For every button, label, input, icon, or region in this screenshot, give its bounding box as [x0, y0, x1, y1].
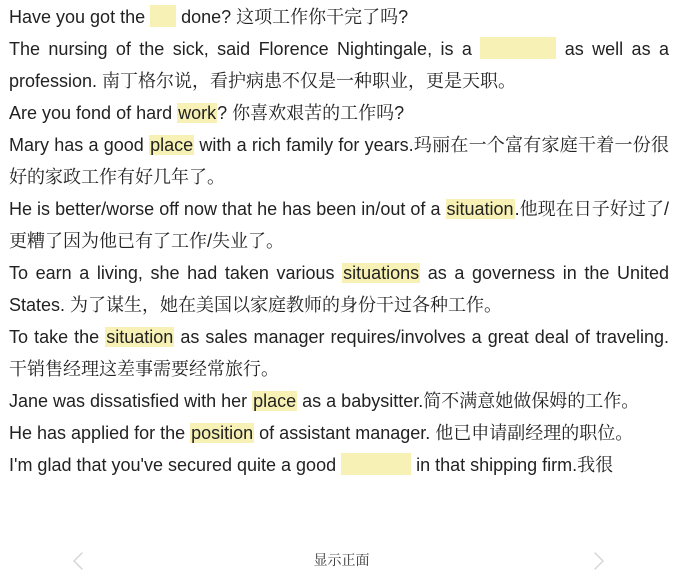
next-card-button[interactable]	[587, 546, 611, 576]
sentence-4: Mary has a good place with a rich family for years.玛丽在一个富有家庭干着一份很好的家政工作有好几年了。	[9, 135, 670, 187]
sentence-9: He has applied for the position of assistant manager. 他已申请副经理的职位。	[9, 423, 634, 443]
cloze-blank	[341, 453, 411, 475]
cloze-blank	[150, 5, 176, 27]
cloze-blank	[480, 37, 556, 59]
highlighted-word: situations	[343, 263, 420, 283]
sentence-10: I'm glad that you've secured quite a good in that shipping firm.我很	[9, 455, 614, 475]
sentence-7: To take the situation as sales manager requires/involves a great deal of traveling. 干销售经理这差事需要经常旅行。	[9, 327, 669, 379]
sentence-3: Are you fond of hard work? 你喜欢艰苦的工作吗?	[9, 103, 405, 123]
highlighted-word: place	[150, 135, 194, 155]
sentence-8: Jane was dissatisfied with her place as a babysitter.简不满意她做保姆的工作。	[9, 391, 640, 411]
chevron-right-icon	[594, 552, 604, 570]
sentence-2: The nursing of the sick, said Florence Nightingale, is a as well as a profession. 南丁格尔说，看护病患不仅是一种职业，更是天职。	[9, 39, 669, 91]
highlighted-word: place	[253, 391, 297, 411]
bottom-toolbar	[0, 526, 683, 585]
example-sentences	[9, 1, 669, 481]
show-front-button[interactable]: 显示正面	[313, 552, 370, 568]
sentence-1: Have you got the done? 这项工作你干完了吗?	[9, 7, 409, 27]
highlighted-word: work	[178, 103, 217, 123]
highlighted-word: situation	[446, 199, 514, 219]
highlighted-word: position	[191, 423, 254, 443]
sentence-5: He is better/worse off now that he has been in/out of a situation.他现在日子好过了/更糟了因为他已有了工作/失业了。	[9, 199, 669, 251]
highlighted-word: situation	[106, 327, 174, 347]
content-fade	[0, 510, 683, 526]
sentence-6: To earn a living, she had taken various situations as a governess in the United States. 为了谋生，她在美国以家庭教师的身份干过各种工作。	[9, 263, 670, 315]
